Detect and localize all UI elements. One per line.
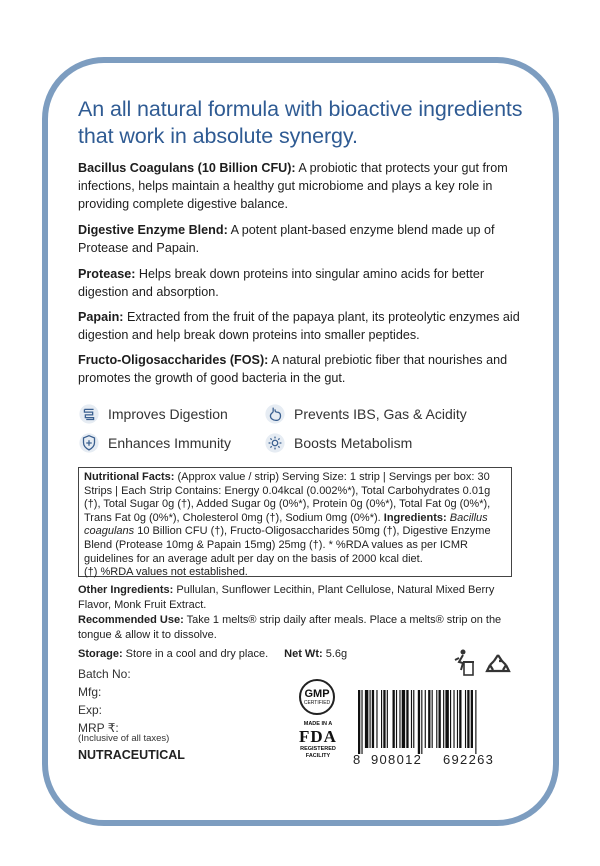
barcode-bar bbox=[467, 690, 469, 748]
other-ingredients bbox=[78, 583, 518, 613]
recommended-use-text: Take 1 melts® strip daily after meals. Place a melts® strip on the tongue & allow it to dissolve. bbox=[78, 614, 502, 641]
barcode-bar bbox=[399, 690, 400, 748]
barcode-bar bbox=[393, 690, 395, 748]
storage-heading: Storage: bbox=[78, 648, 123, 660]
mrp-label: MRP ₹: bbox=[78, 721, 119, 735]
gmp-badge bbox=[299, 679, 335, 715]
benefit-immunity bbox=[78, 432, 231, 454]
ingredient-desc: A potent plant-based enzyme blend made up of Protease and Papain. bbox=[78, 223, 495, 255]
barcode-bar bbox=[358, 690, 360, 754]
barcode-bar bbox=[432, 690, 433, 748]
barcode-bar bbox=[361, 690, 362, 754]
barcode-bar bbox=[372, 690, 374, 748]
batch-no-label: Batch No: bbox=[78, 667, 131, 681]
ingredients-heading: Ingredients: bbox=[383, 511, 447, 524]
nutrition-ingredients-text: 10 Billion CFU (†), Fructo-Oligosaccharides 50mg (†), Digestive Enzyme Blend (Protease 10mg & Papain 15mg) 25mg (†). * %RDA values as per ICMR guidelines for an average adult per day on the basis of 2000 kcal diet. bbox=[84, 525, 491, 565]
barcode-bar bbox=[475, 690, 476, 754]
ingredient-name: Bacillus Coagulans (10 Billion CFU): bbox=[78, 161, 296, 175]
barcode-bar bbox=[421, 690, 422, 754]
benefit-digestion bbox=[78, 403, 228, 425]
barcode-bar bbox=[418, 690, 420, 754]
barcode-bar bbox=[453, 690, 454, 748]
shield-plus-icon bbox=[78, 432, 100, 454]
barcode-bar bbox=[436, 690, 437, 748]
nutrition-text: (Approx value / strip) Serving Size: 1 strip | Servings per box: 30 Strips | Each Strip Contains: Energy 0.04kcal (0.002%*), Total Carbohydrates 0.01g (†), Total Sugar 0g (†), Added Sugar 0g (0%*), Protein 0g (0%*), Total Fat 0g (0%*), Trans Fat 0g (0%*), Cholesterol 0mg (†), Sodium 0mg (0%*). bbox=[84, 471, 491, 524]
barcode-first-digit: 8 bbox=[353, 752, 362, 767]
benefit-label: Boosts Metabolism bbox=[294, 435, 413, 451]
ingredient-desc: A probiotic that protects your gut from infections, helps maintain a healthy gut microbiome and plays a key role in providing complete digestive balance. bbox=[78, 161, 508, 211]
barcode-bar bbox=[376, 690, 377, 748]
barcode-bar bbox=[387, 690, 388, 748]
ingredient-bacillus bbox=[78, 159, 520, 213]
other-ingredients-text: Pullulan, Sunflower Lecithin, Plant Cellulose, Natural Mixed Berry Flavor, Monk Fruit Extract. bbox=[78, 584, 495, 611]
ingredient-fos bbox=[78, 351, 520, 387]
fda-bottom-text-2: FACILITY bbox=[305, 753, 331, 759]
barcode-bar bbox=[445, 690, 448, 748]
ingredients-species: Bacillus coagulans bbox=[84, 511, 488, 538]
trash-disposal-icon bbox=[449, 648, 477, 678]
barcode-group-1: 908012 bbox=[371, 752, 423, 767]
barcode-bar bbox=[471, 690, 473, 748]
barcode-bar bbox=[411, 690, 412, 748]
mfg-label: Mfg: bbox=[78, 685, 102, 699]
net-weight-value: 5.6g bbox=[322, 648, 348, 660]
barcode-bar bbox=[428, 690, 430, 748]
barcode-bar bbox=[450, 690, 451, 748]
barcode-bar bbox=[383, 690, 385, 748]
ingredient-name: Fructo-Oligosaccharides (FOS): bbox=[78, 353, 269, 367]
fda-mark: FDA bbox=[299, 727, 337, 746]
benefit-label: Improves Digestion bbox=[108, 406, 228, 422]
stomach-icon bbox=[264, 403, 286, 425]
nutrition-heading: Nutritional Facts: bbox=[84, 471, 175, 483]
benefit-label: Prevents IBS, Gas & Acidity bbox=[294, 406, 467, 422]
benefit-ibs bbox=[264, 403, 467, 425]
nutrition-facts-box bbox=[78, 467, 512, 577]
fda-top-text: MADE IN A bbox=[303, 721, 333, 727]
barcode-bar bbox=[413, 690, 414, 748]
barcode-bar bbox=[439, 690, 441, 748]
mrp-note: (Inclusive of all taxes) bbox=[78, 733, 170, 744]
barcode-bar bbox=[459, 690, 461, 748]
ingredient-protease bbox=[78, 265, 520, 301]
barcode-bar bbox=[370, 690, 371, 748]
barcode bbox=[356, 690, 516, 754]
headline: An all natural formula with bioactive ingredients that work in absolute synergy. bbox=[78, 97, 523, 148]
fda-bottom-text-1: REGISTERED bbox=[300, 746, 336, 752]
barcode-bar bbox=[406, 690, 408, 748]
barcode-bar bbox=[465, 690, 466, 748]
category-label: NUTRACEUTICAL bbox=[78, 748, 185, 762]
ingredient-name: Protease: bbox=[78, 267, 136, 281]
other-ingredients-heading: Other Ingredients: bbox=[78, 584, 174, 596]
barcode-bar bbox=[381, 690, 382, 748]
ingredient-name: Papain: bbox=[78, 310, 124, 324]
ingredient-desc: Extracted from the fruit of the papaya plant, its proteolytic enzymes aid digestion and help break down proteins into smaller peptides. bbox=[78, 310, 520, 342]
barcode-group-2: 692263 bbox=[443, 752, 495, 767]
ingredient-name: Digestive Enzyme Blend: bbox=[78, 223, 228, 237]
metabolism-icon bbox=[264, 432, 286, 454]
net-weight-heading: Net Wt: bbox=[284, 648, 323, 660]
rda-note: (†) %RDA values not established. bbox=[84, 566, 248, 579]
exp-label: Exp: bbox=[78, 703, 103, 717]
barcode-bar bbox=[443, 690, 444, 748]
barcode-bar bbox=[365, 690, 368, 748]
ingredient-enzyme-blend bbox=[78, 221, 520, 257]
storage-text: Store in a cool and dry place. bbox=[122, 648, 269, 660]
ingredient-desc: Helps break down proteins into singular amino acids for better digestion and absorption. bbox=[78, 267, 485, 299]
benefit-metabolism bbox=[264, 432, 412, 454]
recycle-icon bbox=[484, 652, 512, 678]
ingredient-papain bbox=[78, 308, 520, 344]
barcode-bar bbox=[396, 690, 397, 748]
barcode-bar bbox=[425, 690, 426, 748]
gmp-text: GMP bbox=[304, 688, 330, 700]
recommended-use bbox=[78, 613, 518, 643]
ingredient-desc: A natural prebiotic fiber that nourishes and promotes the growth of good bacteria in the gut. bbox=[78, 353, 508, 385]
intestine-icon bbox=[78, 403, 100, 425]
recommended-use-heading: Recommended Use: bbox=[78, 614, 184, 626]
barcode-bar bbox=[457, 690, 458, 748]
fda-badge bbox=[290, 721, 346, 760]
gmp-certified-text: CERTIFIED bbox=[303, 700, 331, 706]
benefit-label: Enhances Immunity bbox=[108, 435, 231, 451]
barcode-bar bbox=[402, 690, 405, 748]
